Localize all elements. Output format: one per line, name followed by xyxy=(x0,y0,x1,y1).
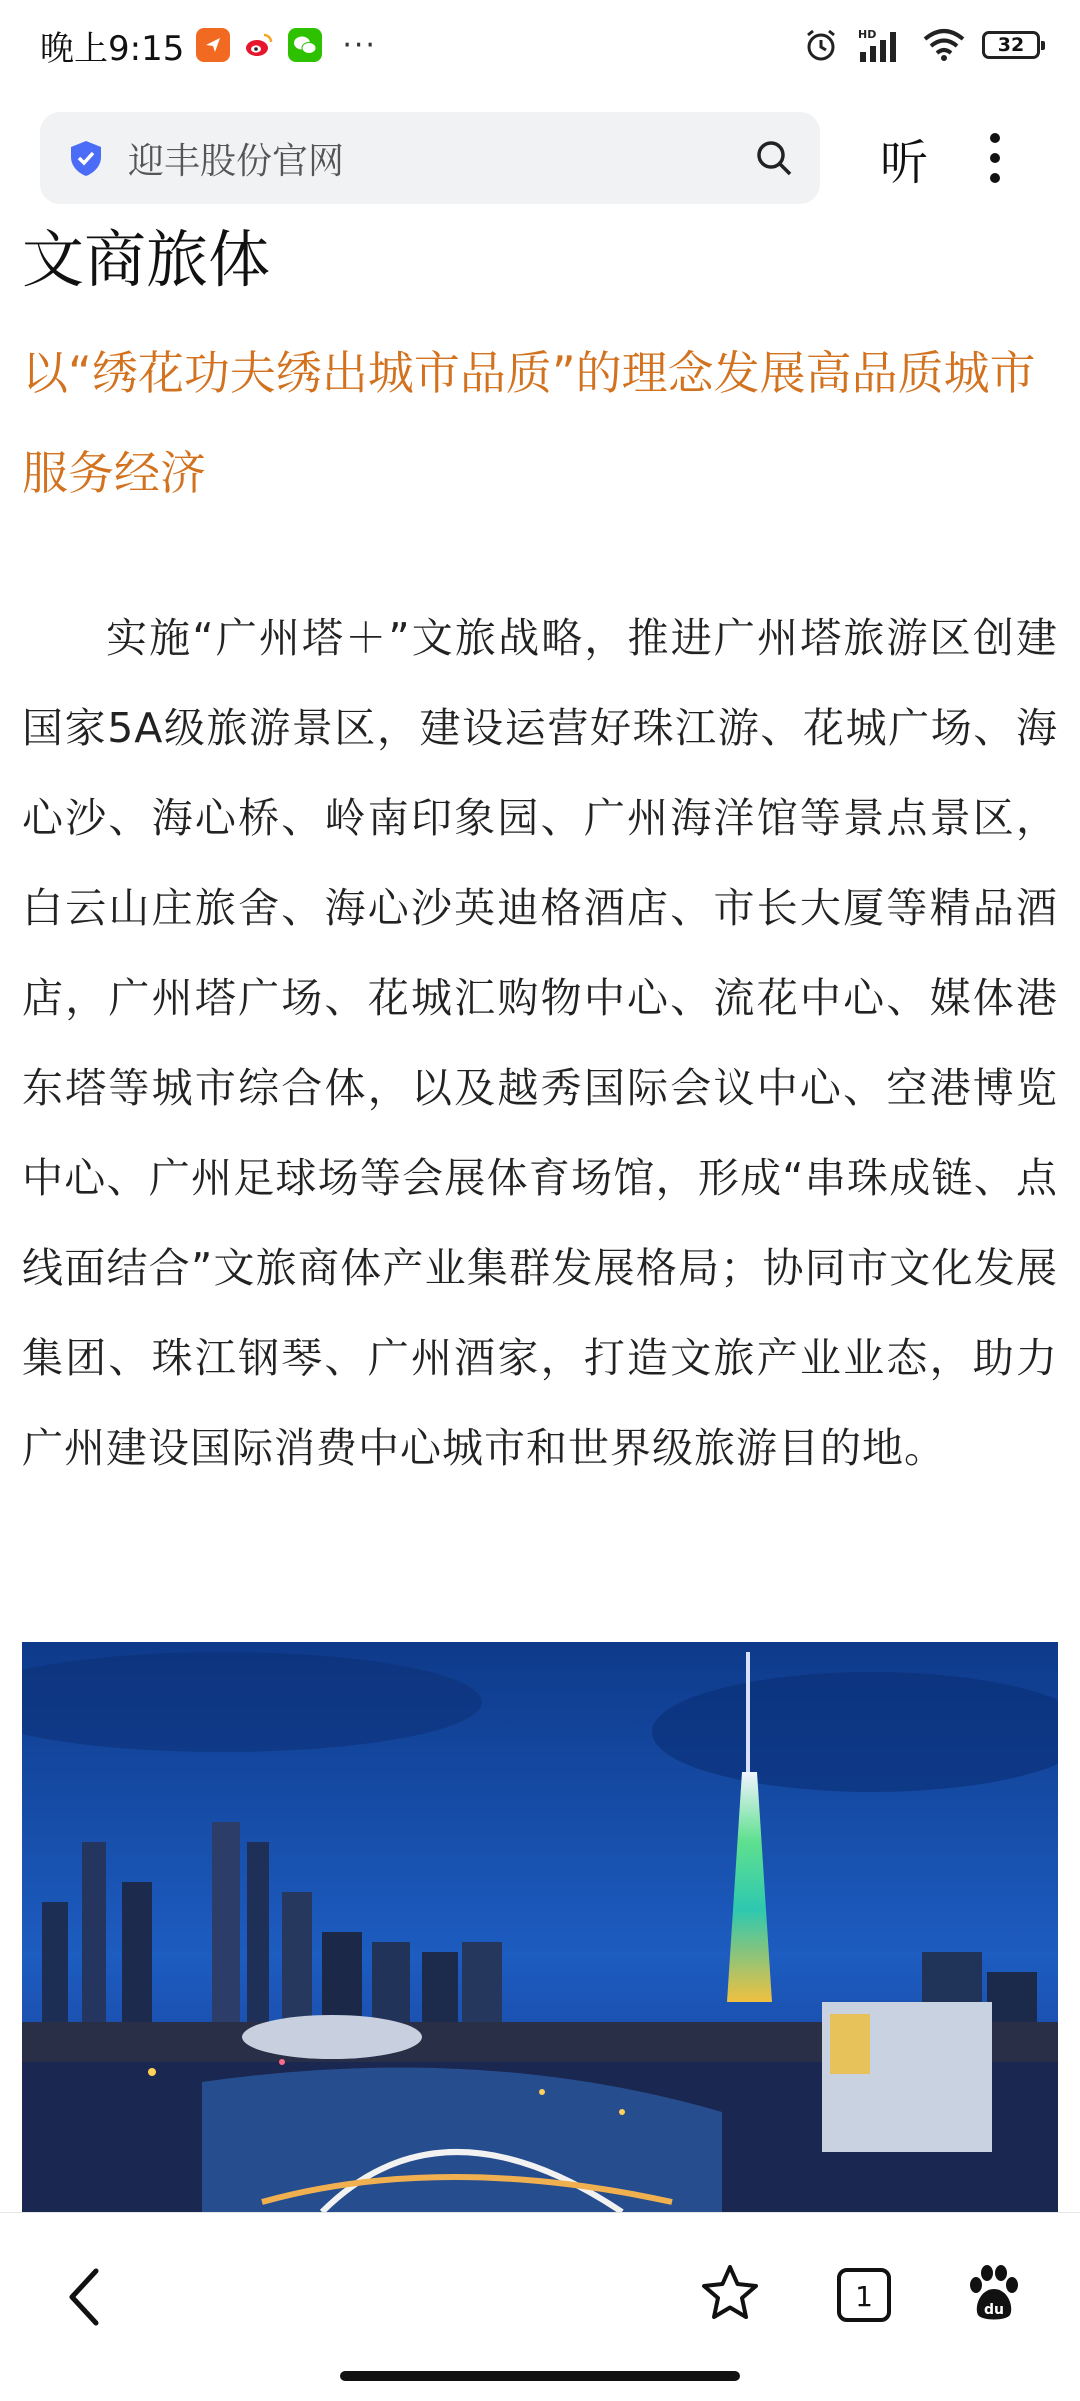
security-shield-icon xyxy=(66,138,106,178)
battery-indicator: 32 xyxy=(982,31,1040,59)
wechat-icon xyxy=(288,28,322,62)
article-subtitle: 以“绣花功夫绣出城市品质”的理念发展高品质城市服务经济 xyxy=(22,345,1036,500)
tabs-icon[interactable] xyxy=(836,2267,892,2327)
guangzhou-skyline-photo[interactable] xyxy=(22,1642,1058,2212)
status-bar xyxy=(0,0,1080,90)
section-title: 文商旅体 xyxy=(22,223,271,296)
weibo-icon xyxy=(242,28,276,62)
browser-toolbar xyxy=(40,112,1040,204)
listen-button[interactable]: 听 xyxy=(880,134,929,191)
address-text[interactable]: 迎丰股份官网 xyxy=(128,140,345,182)
baidu-paw-icon[interactable] xyxy=(966,2263,1022,2323)
back-icon[interactable] xyxy=(62,2265,106,2329)
more-menu-icon[interactable] xyxy=(988,133,1002,183)
star-icon[interactable] xyxy=(700,2263,760,2323)
more-notifications-icon: ··· xyxy=(342,27,377,63)
status-left xyxy=(40,21,377,70)
status-right xyxy=(802,26,1040,64)
alarm-icon xyxy=(802,26,840,64)
notification-app-icon xyxy=(196,28,230,62)
wifi-icon xyxy=(922,27,966,63)
tab-count: 1 xyxy=(855,2280,873,2313)
address-bar[interactable] xyxy=(40,112,820,204)
clock: 晚上9:15 xyxy=(40,28,185,69)
home-indicator[interactable] xyxy=(340,2371,740,2381)
bottom-navigation xyxy=(0,2212,1080,2401)
svg-text:du: du xyxy=(984,2302,1004,2318)
article-content xyxy=(22,220,1058,1493)
search-icon[interactable] xyxy=(754,138,794,178)
article-body: 实施“广州塔＋”文旅战略，推进广州塔旅游区创建国家5A级旅游景区，建设运营好珠江游、花城广场、海心沙、海心桥、岭南印象园、广州海洋馆等景点景区，白云山庄旅舍、海心沙英迪格酒店、市长大厦等精品酒店，广州塔广场、花城汇购物中心、流花中心、媒体港东塔等城市综合体，以及越秀国际会议中心、空港博览中心、广州足球场等会展体育场馆，形成“串珠成链、点线面结合”文旅商体产业集群发展格局；协同市文化发展集团、珠江钢琴、广州酒家，打造文旅产业业态，助力广州建设国际消费中心城市和世界级旅游目的地。 xyxy=(22,613,1058,1472)
signal-icon xyxy=(856,26,906,64)
signal-hd-label: HD xyxy=(858,28,877,41)
